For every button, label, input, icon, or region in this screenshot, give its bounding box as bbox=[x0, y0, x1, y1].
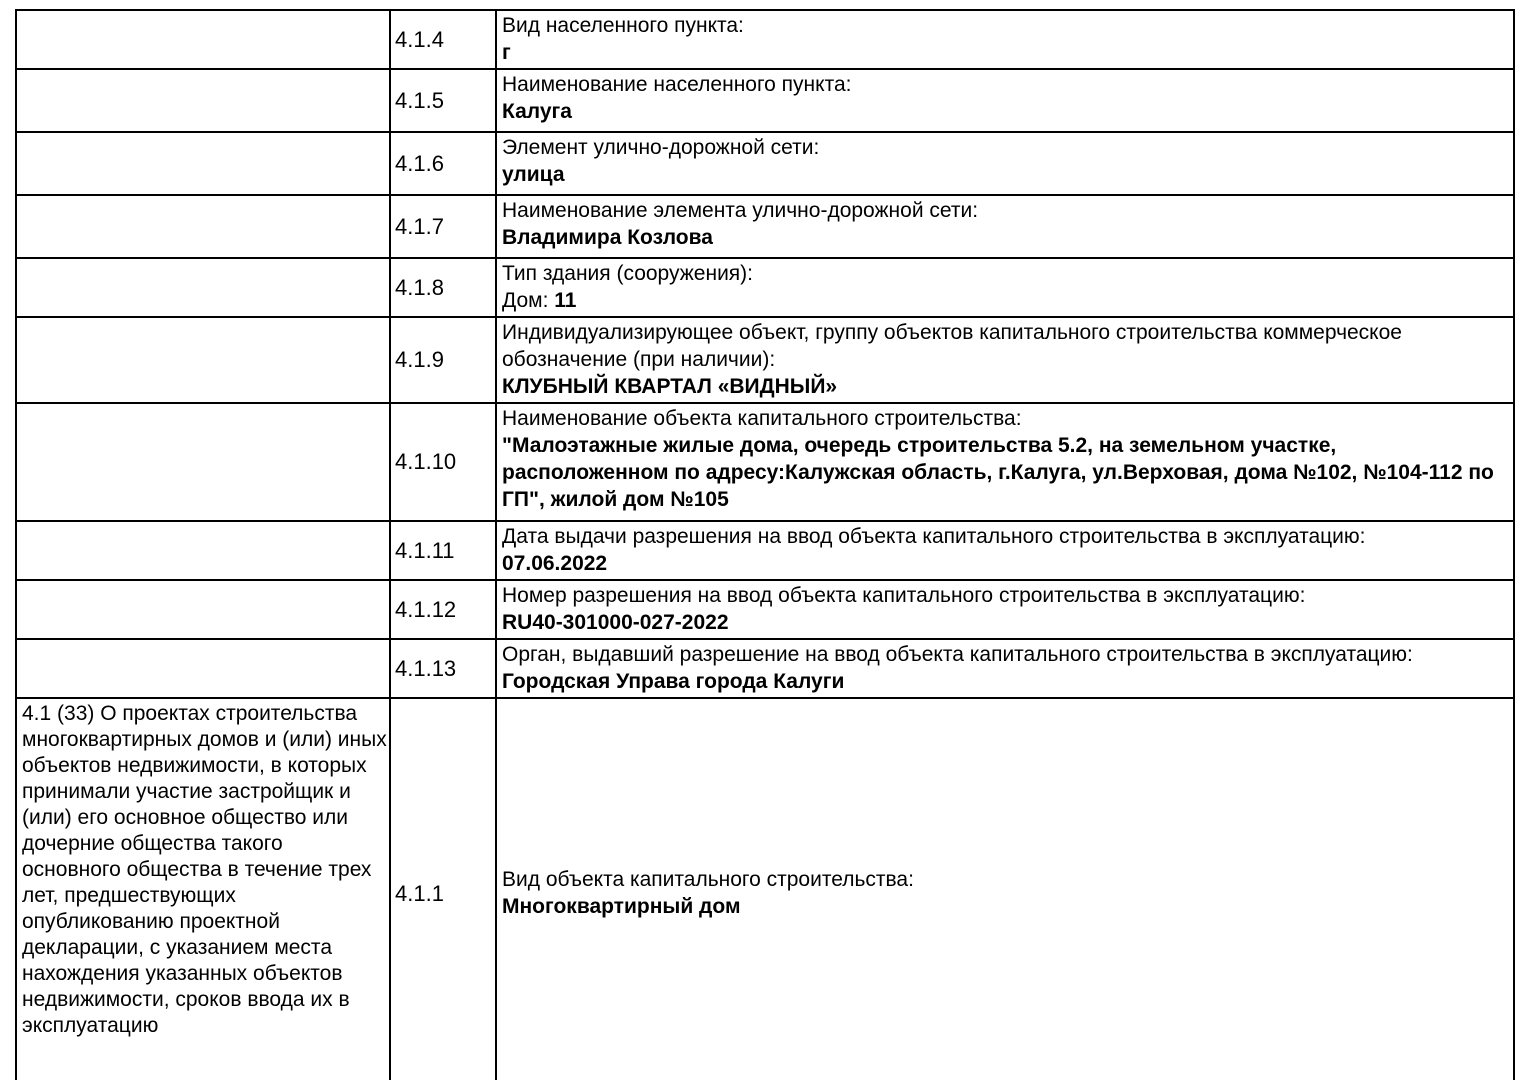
field-value: Калуга bbox=[502, 100, 572, 123]
field-cell bbox=[496, 403, 1514, 521]
field-value: Владимира Козлова bbox=[502, 226, 713, 249]
row-number: 4.1.12 bbox=[390, 580, 496, 639]
table-row bbox=[16, 580, 1514, 639]
row-number: 4.1.8 bbox=[390, 258, 496, 317]
field-value: "Малоэтажные жилые дома, очередь строительства 5.2, на земельном участке, расположенном по адресу:Калужская область, г.Калуга, ул.Верховая, дома №102, №104-112 по ГП", жилой дом №105 bbox=[502, 434, 1494, 511]
table-row bbox=[16, 258, 1514, 317]
field-cell bbox=[496, 317, 1514, 403]
field-cell bbox=[496, 258, 1514, 317]
field-label: Номер разрешения на ввод объекта капитального строительства в эксплуатацию: bbox=[502, 584, 1306, 607]
empty-cell bbox=[16, 132, 390, 195]
field-label: Орган, выдавший разрешение на ввод объекта капитального строительства в эксплуатацию: bbox=[502, 643, 1413, 666]
field-value: RU40-301000-027-2022 bbox=[502, 611, 729, 634]
empty-cell bbox=[16, 10, 390, 69]
field-value: КЛУБНЫЙ КВАРТАЛ «ВИДНЫЙ» bbox=[502, 375, 838, 398]
empty-cell bbox=[16, 639, 390, 698]
empty-cell bbox=[16, 521, 390, 580]
table-row bbox=[16, 10, 1514, 69]
field-label: Индивидуализирующее объект, группу объектов капитального строительства коммерческое обозначение (при наличии): bbox=[502, 321, 1402, 371]
row-number: 4.1.4 bbox=[390, 10, 496, 69]
field-label: Наименование объекта капитального строительства: bbox=[502, 407, 1022, 430]
field-label: Тип здания (сооружения): bbox=[502, 262, 753, 285]
empty-cell bbox=[16, 69, 390, 132]
empty-cell bbox=[16, 258, 390, 317]
field-cell bbox=[496, 639, 1514, 698]
field-value: улица bbox=[502, 163, 565, 186]
table-row bbox=[16, 698, 1514, 1080]
field-cell bbox=[496, 698, 1514, 1080]
row-number: 4.1.11 bbox=[390, 521, 496, 580]
table-row bbox=[16, 521, 1514, 580]
field-label: Наименование элемента улично-дорожной сети: bbox=[502, 199, 979, 222]
field-value-prefix: Дом: bbox=[502, 289, 555, 312]
declaration-table bbox=[15, 9, 1515, 1080]
empty-cell bbox=[16, 317, 390, 403]
field-value: Многоквартирный дом bbox=[502, 895, 741, 918]
field-cell bbox=[496, 580, 1514, 639]
field-value: 11 bbox=[554, 289, 577, 312]
field-cell bbox=[496, 69, 1514, 132]
field-value: г bbox=[502, 41, 511, 64]
table-row bbox=[16, 639, 1514, 698]
row-number: 4.1.1 bbox=[390, 698, 496, 1080]
section-description: 4.1 (33) О проектах строительства многоквартирных домов и (или) иных объектов недвижимости, в которых принимали участие застройщик и (или) его основное общество или дочерние общества такого основного общества в течение трех лет, предшествующих опубликованию проектной декларации, с указанием места нахождения указанных объектов недвижимости, сроков ввода их в эксплуатацию bbox=[16, 698, 390, 1080]
table-row bbox=[16, 69, 1514, 132]
empty-cell bbox=[16, 580, 390, 639]
field-cell bbox=[496, 132, 1514, 195]
row-number: 4.1.10 bbox=[390, 403, 496, 521]
table-row bbox=[16, 403, 1514, 521]
row-number: 4.1.6 bbox=[390, 132, 496, 195]
field-value: Городская Управа города Калуги bbox=[502, 670, 845, 693]
field-value: 07.06.2022 bbox=[502, 552, 608, 575]
field-label: Наименование населенного пункта: bbox=[502, 73, 852, 96]
field-cell bbox=[496, 10, 1514, 69]
row-number: 4.1.9 bbox=[390, 317, 496, 403]
empty-cell bbox=[16, 195, 390, 258]
empty-cell bbox=[16, 403, 390, 521]
field-cell bbox=[496, 521, 1514, 580]
field-label: Элемент улично-дорожной сети: bbox=[502, 136, 820, 159]
row-number: 4.1.5 bbox=[390, 69, 496, 132]
field-label: Дата выдачи разрешения на ввод объекта капитального строительства в эксплуатацию: bbox=[502, 525, 1366, 548]
field-value-line bbox=[502, 287, 1507, 314]
row-number: 4.1.7 bbox=[390, 195, 496, 258]
table-row bbox=[16, 195, 1514, 258]
field-label: Вид населенного пункта: bbox=[502, 14, 744, 37]
field-cell bbox=[496, 195, 1514, 258]
table-row bbox=[16, 317, 1514, 403]
field-label: Вид объекта капитального строительства: bbox=[502, 868, 914, 891]
table-row bbox=[16, 132, 1514, 195]
row-number: 4.1.13 bbox=[390, 639, 496, 698]
